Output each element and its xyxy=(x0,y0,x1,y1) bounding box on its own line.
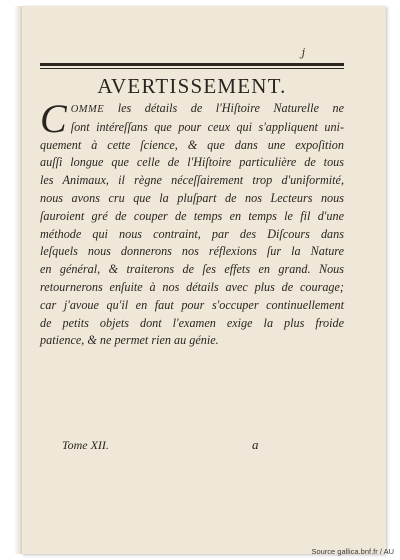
text-line: en général, & traiterons de ſes effets en grand. Nous xyxy=(40,262,344,277)
page-title: AVERTISSEMENT. xyxy=(97,74,287,98)
header-rule-thin xyxy=(40,68,344,69)
text-line: auſſi longue que celle de l'Hiſtoire particulière de tous xyxy=(40,155,344,170)
volume-label: Tome XII. xyxy=(62,438,109,452)
drop-cap: C xyxy=(40,96,67,141)
source-credit: Source gallica.bnf.fr / AU xyxy=(311,547,394,556)
page-number: j xyxy=(301,46,305,59)
text-line: car j'avoue qu'il en faut pour s'occuper continuellement xyxy=(40,297,344,312)
text-line: ſont intéreſſans que pour ceux qui s'appliquent uni- xyxy=(70,119,344,134)
signature-mark: a xyxy=(252,437,259,452)
text-line: ſauroient gré de couper de temps en temps le fil d'une xyxy=(40,208,344,223)
text-line: leſquels nous donnerons nos réflexions ſur la Nature xyxy=(40,244,344,259)
first-word-smallcaps: OMME xyxy=(70,104,105,115)
text-line: patience, & ne permet rien au génie. xyxy=(40,333,219,348)
text-line: quement à cette ſcience, & que dans une expoſition xyxy=(40,137,344,152)
body-text xyxy=(40,96,344,350)
text-line-1 xyxy=(40,100,344,119)
header-rule-thick xyxy=(40,63,344,66)
text-line: de petits objets dont l'examen exige la plus froide xyxy=(40,315,344,330)
text-line: les Animaux, il règne néceſſairement trop d'uniformité, xyxy=(40,173,344,188)
text-line-1-rest: les détails de l'Hiſtoire Naturelle ne xyxy=(104,101,344,115)
text-line: méthode qui nous contraint, par des Diſcours dans xyxy=(40,226,344,241)
text-line: retournerons enſuite à nos détails avec plus de courage; xyxy=(40,279,344,294)
text-line: nous avons cru que la pluſpart de nos Lecteurs nous xyxy=(40,190,344,205)
